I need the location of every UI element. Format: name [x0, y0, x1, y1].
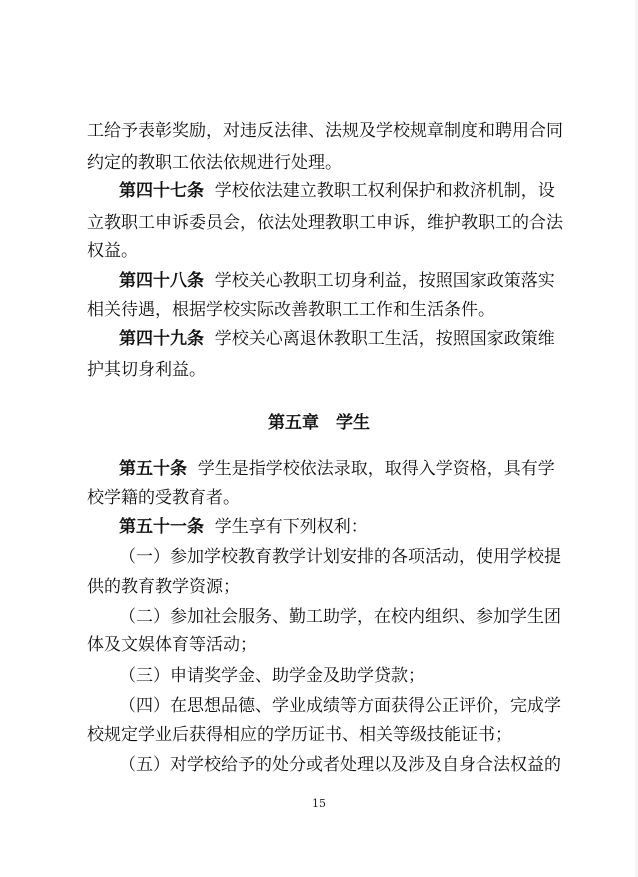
text-line: 权益。: [87, 241, 138, 261]
article-48-line: 第四十八条 学校关心教职工切身利益，按照国家政策落实: [119, 271, 555, 291]
text-line: 供的教育教学资源；: [87, 577, 240, 597]
article-number: 第五十一条: [119, 517, 204, 537]
list-item: （五）对学校给予的处分或者处理以及涉及自身合法权益的: [119, 755, 561, 775]
article-47-line: 第四十七条 学校依法建立教职工权利保护和救济机制，设: [119, 181, 555, 201]
chapter-title: 第五章 学生: [268, 413, 370, 433]
text-line: 校学籍的受教育者。: [87, 488, 240, 508]
page-number: 15: [312, 797, 326, 810]
article-number: 第四十八条: [119, 271, 204, 291]
list-item: （四）在思想品德、学业成绩等方面获得公正评价，完成学: [119, 696, 561, 716]
article-50-line: 第五十条 学生是指学校依法录取，取得入学资格，具有学: [119, 459, 555, 479]
list-item: （二）参加社会服务、勤工助学，在校内组织、参加学生团: [119, 607, 561, 627]
list-item: （三）申请奖学金、助学金及助学贷款；: [119, 666, 425, 686]
text-line: 工给予表彰奖励，对违反法律、法规及学校规章制度和聘用合同: [87, 121, 563, 141]
article-51-line: 第五十一条 学生享有下列权利：: [119, 517, 368, 537]
text-line: 相关待遇，根据学校实际改善教职工工作和生活条件。: [87, 300, 495, 320]
list-item: （一）参加学校教育教学计划安排的各项活动，使用学校提: [119, 547, 561, 567]
text-line: 护其切身利益。: [87, 360, 206, 380]
article-number: 第五十条: [119, 459, 187, 479]
text-line: 约定的教职工依法依规进行处理。: [87, 153, 342, 173]
text-line: 体及文娱体育等活动；: [87, 635, 257, 655]
article-number: 第四十九条: [119, 329, 204, 349]
text-line: 校规定学业后获得相应的学历证书、相关等级技能证书；: [87, 725, 512, 745]
text-line: 立教职工申诉委员会，依法处理教职工申诉，维护教职工的合法: [87, 213, 563, 233]
article-number: 第四十七条: [119, 181, 204, 201]
article-49-line: 第四十九条 学校关心离退休教职工生活，按照国家政策维: [119, 329, 555, 349]
